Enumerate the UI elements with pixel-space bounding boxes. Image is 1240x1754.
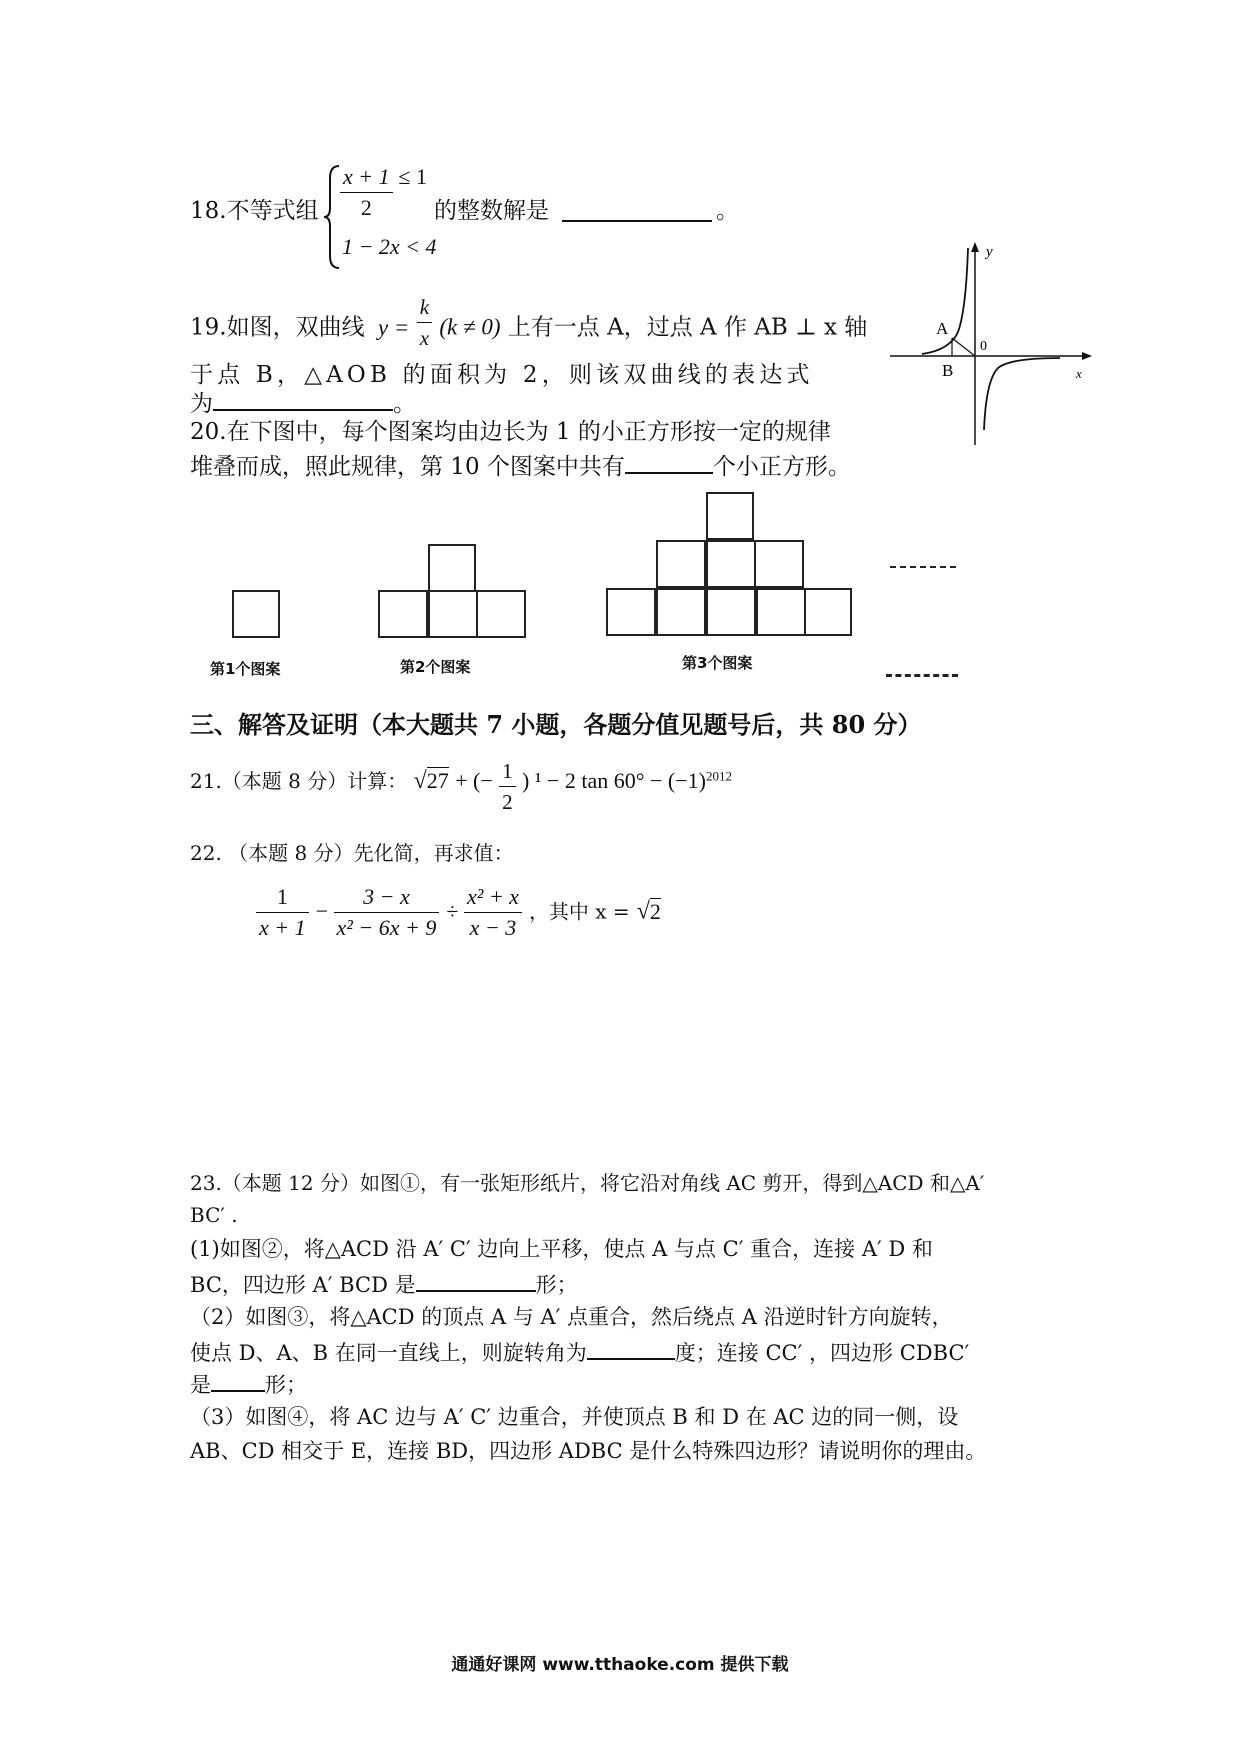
q19-line1-a: 19.如图，双曲线 [190,314,365,341]
square [754,540,804,588]
q19-eq-lhs: y = [377,314,410,340]
square [706,540,756,588]
q18-prefix: 18.不等式组 [190,198,319,224]
q22-cond: ，其中 x = [528,899,630,924]
pattern-caption-1: 第1个图案 [210,660,281,678]
q22-f3-den: x − 3 [469,915,517,940]
q23-line1: 23.（本题 12 分）如图①，有一张矩形纸片，将它沿对角线 AC 剪开，得到△ACD 和△A′ [190,1171,985,1195]
q20-line2-a: 堆叠而成，照此规律，第 10 个图案中共有 [190,454,625,480]
q23-line7 [190,1366,307,1402]
graph-label-a: A [936,319,949,338]
ellipsis-dashes-bottom [886,674,958,677]
q22-f2-den: x² − 6x + 9 [336,915,437,940]
square [428,544,476,592]
q19-line3-b: 。 [393,391,416,417]
q22-f3-num: x² + x [464,882,522,913]
graph-label-o: 0 [980,339,987,354]
q19-line1-b: 上有一点 A，过点 A 作 AB ⊥ x 轴 [507,314,868,341]
section-heading: 三、解答及证明（本大题共 7 小题，各题分值见题号后，共 80 分） [190,710,922,739]
hyperbola-branch-left [922,248,968,354]
q18-ineq1 [340,162,427,223]
sqrt-icon: √ [636,898,650,925]
q19-eq-cond: (k ≠ 0) [439,314,501,340]
q18-end: 。 [716,198,739,224]
q22-f1-den: x + 1 [259,915,306,940]
q23-line2: BC′ . [190,1203,238,1227]
q22-sqrt-arg: 2 [649,898,661,924]
square [428,590,478,638]
square [656,588,706,636]
hyperbola-branch-right [984,358,1060,430]
q21-rest: ) ¹ − 2 tan 60° − (−1) [522,768,706,793]
q21 [190,752,732,813]
q18-ineq1-rel: ≤ 1 [398,163,427,189]
q18-suffix: 的整数解是 [434,198,549,224]
graph-label-y: y [986,244,993,260]
footer: 通通好课网 www.tthaoke.com 提供下载 [451,1655,789,1675]
q18-answer-blank [562,196,712,222]
q23-line4 [190,1266,578,1302]
graph-label-x: x [1076,366,1082,381]
divide-icon: ÷ [446,898,464,924]
q23-line5: （2）如图③，将△ACD 的顶点 A 与 A′ 点重合，然后绕点 A 沿逆时针方向旋转， [190,1305,953,1329]
pattern-caption-3: 第3个图案 [682,654,753,672]
square [804,588,852,636]
q23-line7-b: 形； [265,1373,307,1397]
q19-eq-num: k [417,292,432,323]
q20-line2 [190,448,851,484]
q20-line2-b: 个小正方形。 [712,454,851,480]
q21-frac-num: 1 [499,756,516,787]
q22-f1-num: 1 [256,882,309,913]
ellipsis-dashes-top [890,566,956,568]
square [606,588,656,636]
q18-ineq1-den: 2 [360,195,372,220]
q21-prefix: 21.（本题 8 分）计算： [190,769,408,793]
minus-icon: − [315,898,334,924]
graph-label-b: B [942,361,954,380]
square [706,588,756,636]
q21-frac-den: 2 [502,790,513,814]
q21-sqrt-arg: 27 [426,768,449,793]
square [476,590,526,638]
q23-line3: (1)如图②，将△ACD 沿 A′ C′ 边向上平移，使点 A 与点 C′ 重合，连接 A′ D 和 [190,1237,933,1261]
q20-line1: 20.在下图中，每个图案均由边长为 1 的小正方形按一定的规律 [190,419,831,445]
q23-line4-a: BC，四边形 A′ BCD 是 [190,1273,416,1297]
q18-ineq2: 1 − 2x < 4 [342,234,437,259]
q20-answer-blank [625,448,713,474]
q19-eq-den: x [419,326,430,350]
q23-line6 [190,1334,969,1370]
q23-line7-a: 是 [190,1373,211,1397]
q23-line9: AB、CD 相交于 E，连接 BD，四边形 ADBC 是什么特殊四边形？请说明你的理由。 [190,1439,987,1463]
q23-blank-1 [416,1266,536,1292]
square [378,590,428,638]
square [706,492,754,540]
pattern-caption-2: 第2个图案 [400,658,471,676]
q23-line8: （3）如图④，将 AC 边与 A′ C′ 边重合，并使顶点 B 和 D 在 AC 边的同一侧，设 [190,1405,959,1429]
q19-line3-a: 为 [190,391,213,417]
q23-line4-b: 形； [535,1273,578,1297]
q22-prefix: 22. （本题 8 分）先化简，再求值： [190,841,514,865]
q22-f2-num: 3 − x [334,882,440,913]
square [232,590,280,638]
q23-blank-3 [211,1366,265,1392]
q21-exp: 2012 [705,768,732,784]
q23-line6-b: 度；连接 CC′ ，四边形 CDBC′ [674,1341,970,1365]
hyperbola-graph [880,240,1100,450]
q21-plus: + (− [455,768,493,793]
q19-answer-blank [213,385,393,411]
square [756,588,806,636]
q18-ineq1-num: x + 1 [340,162,393,193]
q19-line1 [190,295,868,359]
q22-expression [256,882,661,943]
square [656,540,706,588]
q19-line2: 于点 B，△AOB 的面积为 2，则该双曲线的表达式 [190,362,814,388]
sqrt-icon: √ [413,768,427,794]
q23-blank-2 [587,1334,675,1360]
q23-line6-a: 使点 D、A、B 在同一直线上，则旋转角为 [190,1341,587,1365]
